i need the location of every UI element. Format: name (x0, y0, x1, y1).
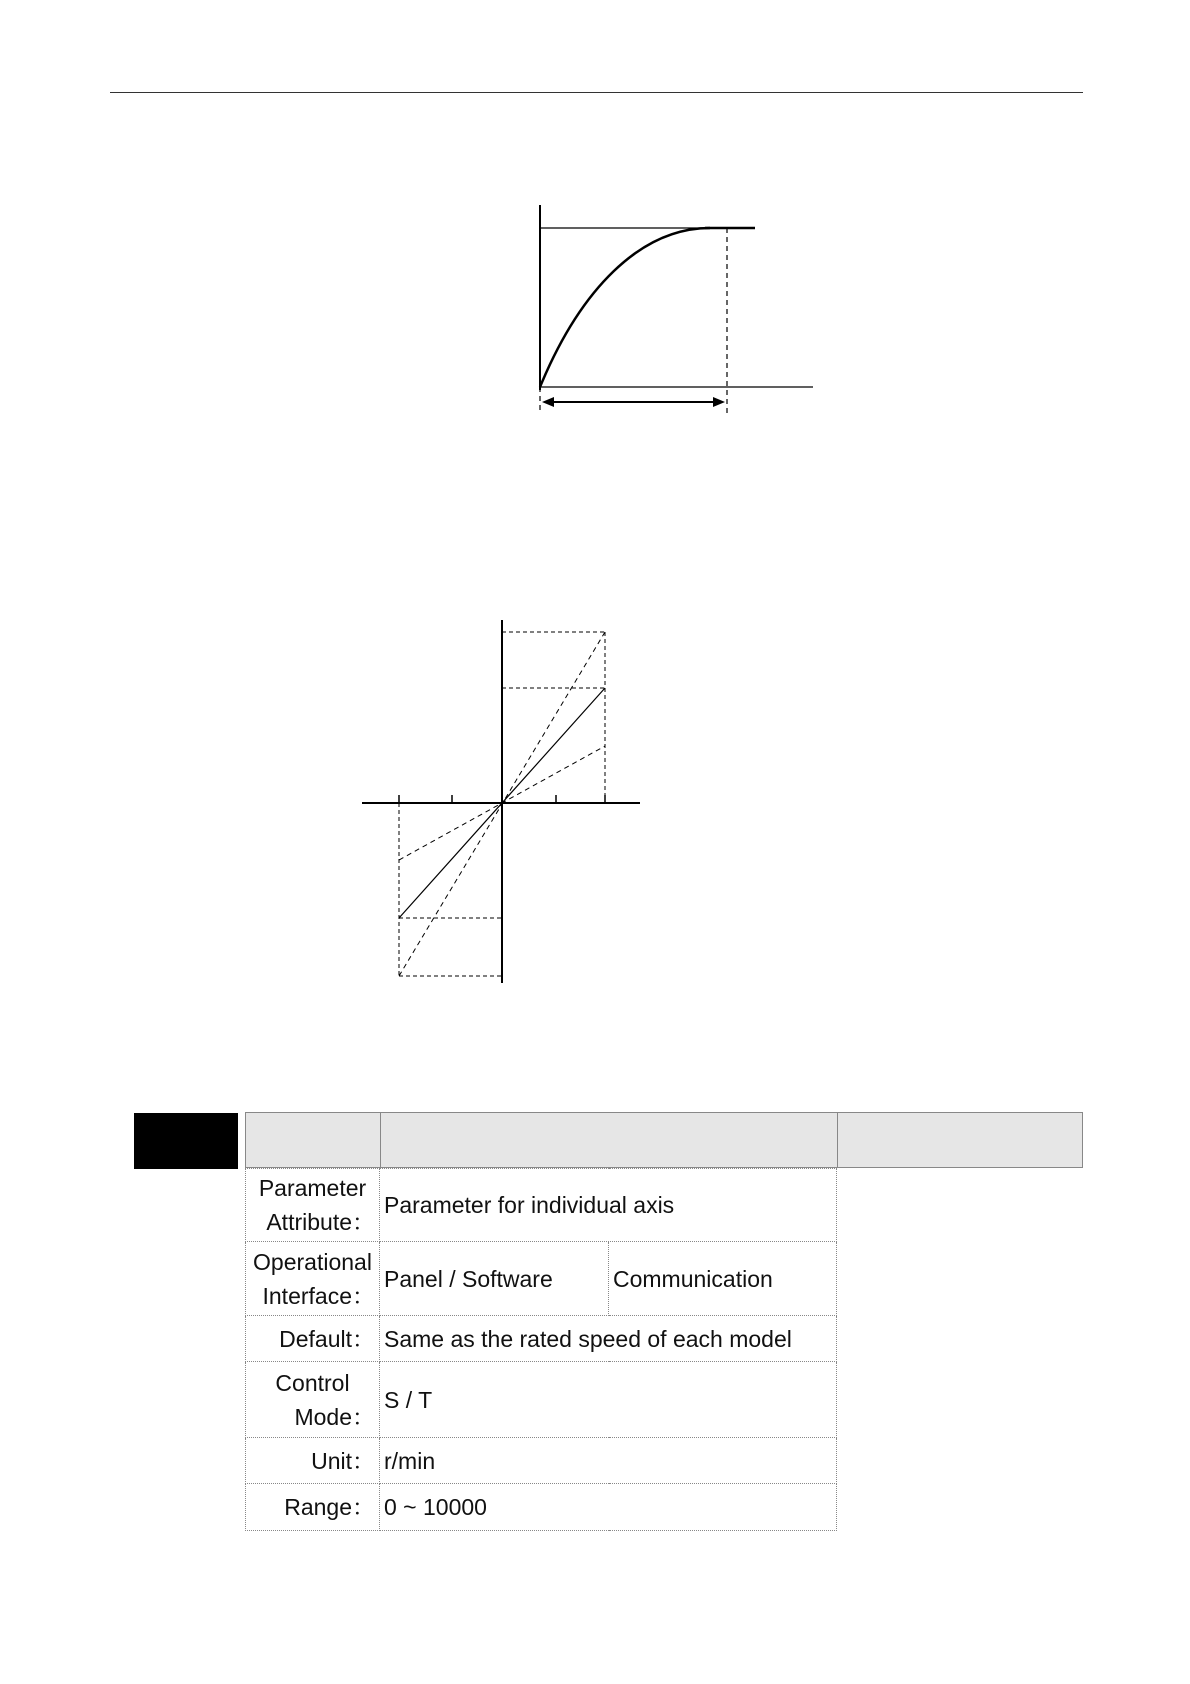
parameter-name-cell (381, 1113, 838, 1167)
interface-value-panel: Panel / Software (380, 1242, 609, 1316)
attribute-label: Parameter Attribute： (246, 1169, 380, 1242)
default-label: Default： (246, 1316, 380, 1362)
unit-value: r/min (380, 1438, 837, 1484)
parameter-header (245, 1112, 1083, 1168)
range-value: 0 ~ 10000 (380, 1484, 837, 1531)
table-row (246, 1362, 837, 1438)
table-row (246, 1484, 837, 1531)
unit-label: Unit： (246, 1438, 380, 1484)
parameter-tab-block (134, 1113, 238, 1169)
table-row (246, 1316, 837, 1362)
control-mode-value: S / T (380, 1362, 837, 1438)
parameter-code-cell (246, 1113, 381, 1167)
default-value: Same as the rated speed of each model (380, 1316, 837, 1362)
parameter-address-cell (838, 1113, 1082, 1167)
interface-value-communication: Communication (609, 1242, 837, 1316)
table-row (246, 1438, 837, 1484)
control-mode-label: Control Mode： (246, 1362, 380, 1438)
attribute-value: Parameter for individual axis (380, 1169, 837, 1242)
parameter-attribute-table (245, 1168, 837, 1531)
table-row (246, 1169, 837, 1242)
table-row (246, 1242, 837, 1316)
range-label: Range： (246, 1484, 380, 1531)
interface-label: Operational Interface： (246, 1242, 380, 1316)
